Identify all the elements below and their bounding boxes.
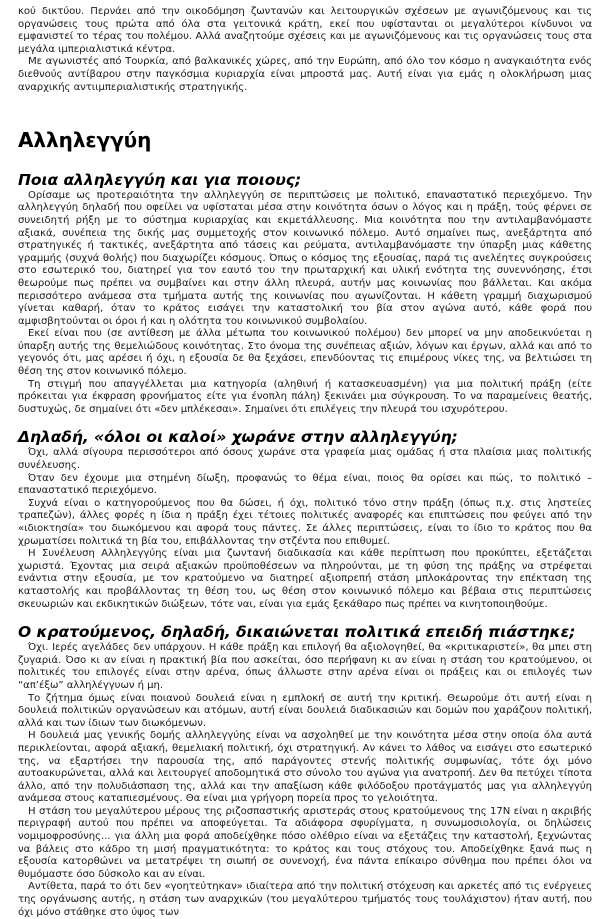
subsection-heading: Δηλαδή, «όλοι οι καλοί» χωράνε στην αλληλεγγύη; [18,428,458,447]
subsection [18,171,592,417]
body-paragraph: Η δουλειά μας γενικής δομής αλληλεγγύης είναι να ασχοληθεί με την κοινότητα μέσα στην οποία όλα αυτά περικλείονται, αφορά αξιακή, θεμελιακή πολιτική, όχι στρατηγική. Αν κάνει το λάθος να εισάγει στο εσωτερικό της, να εξαρτήσει την παρουσία της, από παράγοντες στενής πολιτικής συμφωνίας, τότε όχι μόνο αυτοακυρώνεται, αλλά και λειτουργεί αποδομητικά στο σύνολο του αγώνα για ανατροπή. Δεν θα πετύχει τίποτα άλλο, από την πολυδιάσπαση της, αλλά και την απαξίωση κάθε φιλόδοξου προτάγματός μας για αλληλεγγύη ανάμεσα στους καταπιεσμένους. Θα είναι μια γρήγορη πορεία προς το γελοιότητα. [18,730,592,805]
body-paragraph: Η στάση του μεγαλύτερου μέρους της ριζοσπαστικής αριστεράς στους κρατούμενους της 17Ν είναι η ακριβής περιγραφή αυτού που πρέπει να αποφεύγεται. Τα αδιάφορα σφυρίγματα, η συνωμοσιολογία, οι δηλώσεις νομιμοφροσύνης... για άλλη μια φορά αποδείχθηκε πόσο ολέθριο είναι να εξετάζεις την καταστολή, ξεχνώντας να βάλεις στο κάδρο τη μισή πραγματικότητα: το κράτος και τους στόχους του. Αποδείχθηκε ξανά πως η εξουσία κατορθώνει να μετατρέψει τη σιωπή σε συνενοχή, ένα πάντα επίκαιρο σύνθημα που πρέπει όλοι να θυμόμαστε όσο δύσκολο και αν είναι. [18,805,592,880]
intro-text [18,6,592,94]
subsection [18,428,592,611]
body-paragraph: Ορίσαμε ως προτεραιότητα την αλληλεγγύη σε περιπτώσεις με πολιτικό, επαναστατικό περιεχόμενο. Την αλληλεγγύη δηλαδή που οφείλει να υφίσταται μέσα στην κοινότητα όσων ο λόγος και η πράξη, τούς φέρνει σε συνειδητή ρήξη με το σύστημα κυριαρχίας και εκμετάλλευσης. Μια κοινότητα που την αντιλαμβανόμαστε αξιακά, συνέπεια της δικής μας συμμετοχής στον κοινωνικό πόλεμο. Αυτό σημαίνει πως, ανεξάρτητα από στρατηγικές ή τακτικές, ανεξάρτητα από τάσεις και ρεύματα, αντιλαμβανόμαστε την ύπαρξη μιας κάθετης γραμμής (συχνά θολής) που διαχωρίζει κόσμους. Όπως ο κόσμος της εξουσίας, παρά τις ανελέητες συγκρούσεις στο εσωτερικό του, διατηρεί για τον εαυτό του την πρωταρχική και υλική ενότητα της συνεννόησης, έτσι θεωρούμε πως πρέπει να συμβαίνει και στην άλλη πλευρά, αυτήν μας κοινωνίας που βάλλεται. Και ακόμα περισσότερο ανάμεσα στα τμήματα αυτής της κοινωνίας που αγωνίζονται. Η κάθετη γραμμή διαχωρισμού γίνεται καθαρή, όταν το κράτος εισάγει την καταστολική του βία στον αγώνα αυτό, κάθε φορά που αμφισβητούνται οι όροι ή και η ολότητα του κοινωνικού συμβολαίου. [18,189,592,327]
document-page [18,6,592,919]
intro-paragraph: κού δικτύου. Περνάει από την οικοδόμηση ζωντανών και λειτουργικών σχέσεων με αγωνιζόμενους και τις οργανώσεις τους πρώτα από όλα στα γειτονικά κράτη, εκεί που υφίστανται οι μεγαλύτεροι κίνδυνοι να εμφανιστεί το τέρας του πολέμου. Αλλά αναζητούμε σχέσεις και με αγωνιζόμενους και τις οργανώσεις τους στα μεγάλα ιμπεριαλιστικά κέντρα. [18,6,592,55]
subsection-heading: Ποια αλληλεγγύη και για ποιους; [18,170,302,189]
body-paragraph: Συχνά είναι ο κατηγορούμενος που θα δώσει, ή όχι, πολιτικό τόνο στην πράξη (όπως π.χ. στις ληστείες τραπεζών), άλλες φορές η ίδια η πράξη έχει τέτοιες πολιτικές αναφορές και επιπτώσεις που φεύγει από την «ιδιοκτησία» του διωκόμενου και αφορά τους πάντες. Σε άλλες περιπτώσεις, είναι το ίδιο το κράτος που θα χρωματίσει πολιτικά τη βία του, επιβάλλοντας την στζέντα που επιθυμεί. [18,497,592,547]
body-paragraph: Όχι, αλλά σίγουρα περισσότεροι από όσους χωράνε στα γραφεία μιας ομάδας ή στα πλαίσια μιας πολιτικής συνέλευσης. [18,447,592,472]
subsection-heading: Ο κρατούμενος, δηλαδή, δικαιώνεται πολιτικά επειδή πιάστηκε; [18,623,576,642]
subsection [18,623,592,919]
section-title: Αλληλεγγύη [18,128,152,153]
body-paragraph: Αντίθετα, παρά το ότι δεν «γοητεύτηκαν» ιδιαίτερα από την πολιτική στόχευση και αρκετές από τις ενέργειες της οργάνωσης αυτής, η στάση των αναρχικών (του μεγαλύτερου τμήματός τους τουλάχιστον) ήταν αυτή, που όχι μόνο στάθηκε στο ύψος των [18,881,592,918]
body-paragraph: Η Συνέλευση Αλληλεγγύης είναι μια ζωντανή διαδικασία και κάθε περίπτωση που προκύπτει, εξετάζεται χωριστά. Έχοντας μια σειρά αξιακών προϋποθέσεων να πληρούνται, με τη φύση της πράξης να στρέφεται ενάντια στην εξουσία, με τον κρατούμενο να διατηρεί αξιοπρεπή στάση μπλοκάροντας την επέκταση της καταστολής και προβάλλοντας τη θέση του, ως θέση στον κοινωνικό πόλεμο και βέβαια στις περιπτώσεις σκευωριών και εκδικητικών διώξεων, τότε ναι, είναι για εμάς ξεκάθαρο πως πρέπει να κινητοποιηθούμε. [18,548,592,610]
body-paragraph: Το ζήτημα όμως είναι ποιανού δουλειά είναι η εμπλοκή σε αυτή την κριτική. Θεωρούμε ότι αυτή είναι η δουλειά πολιτικών οργανώσεων και ατόμων, αυτή είναι δουλειά διαδικασιών και δομών που χαράζουν πολιτική, αλλά και των ίδιων των διωκόμενων. [18,692,592,729]
body-paragraph: Όχι. Ιερές αγελάδες δεν υπάρχουν. Η κάθε πράξη και επιλογή θα αξιολογηθεί, θα «κριτικαριστεί», θα μπει στη ζυγαριά. Όσο κι αν είναι η πρακτική βία που ασκείται, όσο περήφανη κι αν είναι η στάση του κρατούμενου, οι πολιτικές του επιλογές είναι στην αρένα, όπως άλλωστε στην αρένα είναι οι πράξεις και οι επιλογές των “απ’έξω” αλληλέγγυων ή μη. [18,642,592,691]
body-paragraph: Εκεί είναι που (σε αντίθεση με άλλα μέτωπα του κοινωνικού πολέμου) δεν μπορεί να μην αποδεικνύεται η ύπαρξη αυτής της θεμελιώδους κοινότητας. Στο όνομα της συνέπειας αξιών, λόγων και έργων, αλλά και από το γεγονός ότι, μας αρέσει ή όχι, η εξουσία δε θα ξεχάσει, επενδύοντας τις επιμέρους νίκες της, να βελτιώσει τη θέση της στον κοινωνικό πόλεμο. [18,328,592,378]
intro-paragraph: Με αγωνιστές από Τουρκία, από βαλκανικές χώρες, από την Ευρώπη, από όλο τον κόσμο η αναγκαιότητα ενός διεθνούς αντίβαρου στην παγκόσμια κυριαρχία είναι μπροστά μας. Αυτή είναι για εμάς η ολοκλήρωση μιας αναρχικής αντιιμπεριαλιστικής στρατηγικής. [18,56,592,93]
body-paragraph: Τη στιγμή που απαγγέλλεται μια κατηγορία (αληθινή ή κατασκευασμένη) για μια πολιτική πράξη (είτε πρόκειται για έκφραση φρονήματος είτε για ένοπλη πάλη) ξεκινάει μια σύγκρουση. Το να παραμείνεις θεατής, δυστυχώς, δε σημαίνει ότι «δεν μπλέκεσαι». Σημαίνει ότι επιλέγεις την πλευρά του ισχυρότερου. [18,378,592,415]
body-paragraph: Όταν δεν έχουμε μια στημένη δίωξη, προφανώς το θέμα είναι, ποιος θα ορίσει και πώς, το πολιτικό – επαναστατικό περιεχόμενο. [18,472,592,497]
